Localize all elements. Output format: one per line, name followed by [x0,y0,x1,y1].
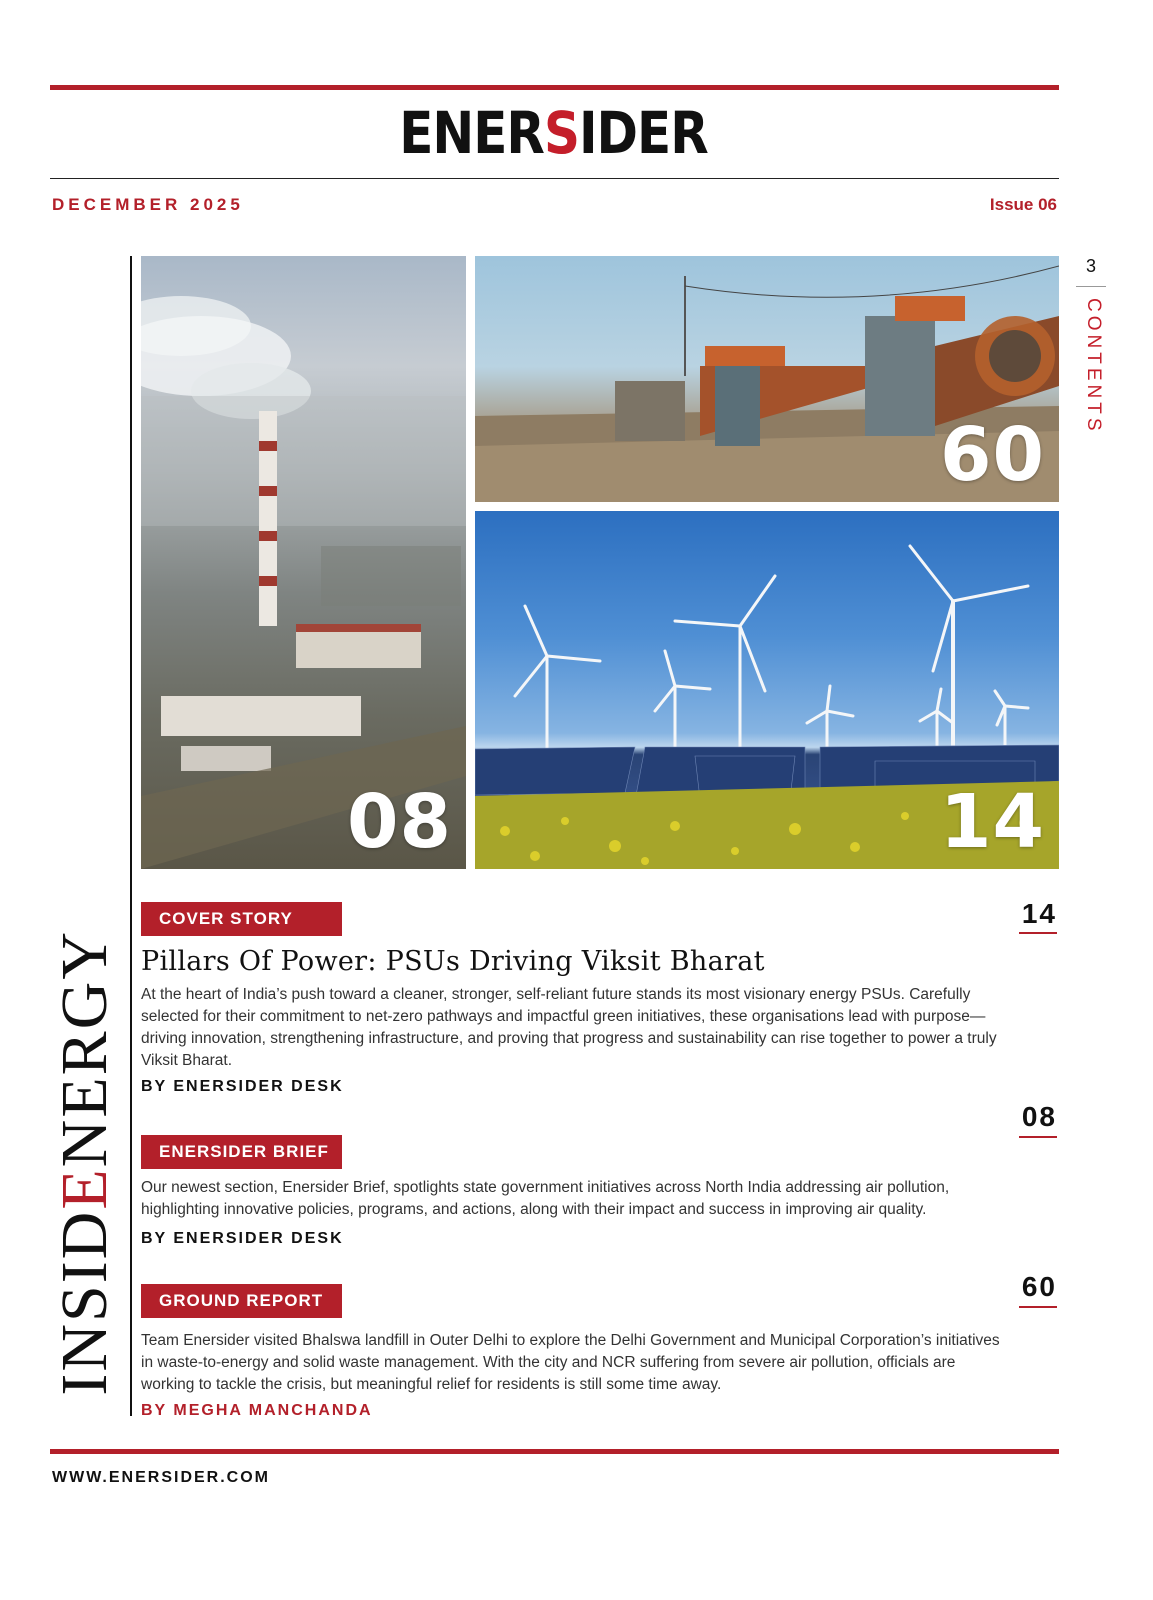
cover-story-description: At the heart of India’s push toward a cleaner, stronger, self-reliant future stands its most visionary energy PSUs. Carefully selected for their commitment to net-zero pathways and impactful green initiatives, these organisations lead with purpose—driving innovation, strengthening infrastructure, and proving that progress and sustainability can rise together to power a truly Viksit Bharat. [141,986,997,1069]
cover-story-byline: BY ENERSIDER DESK [141,1078,344,1095]
spine-text-end: NERGY [48,930,121,1168]
section-label: CONTENTS [1083,298,1104,435]
page-underline [1019,932,1057,934]
ground-report-page[interactable]: 60 [1021,1271,1057,1302]
page-number-divider [1076,286,1106,287]
enersider-logo[interactable] [0,100,1107,167]
brief-description: Our newest section, Enersider Brief, spotlights state government initiatives across North India addressing air pollution, highlighting innovative policies, programs, and actions, along with their impact and success in improving air quality. [141,1179,950,1218]
page-underline [1019,1136,1057,1138]
inside-energy-spine [48,930,121,1396]
wind-solar-photo[interactable] [475,511,1059,869]
issue-number: Issue 06 [989,195,1057,214]
ground-report-byline: BY MEGHA MANCHANDA [141,1402,373,1419]
photo-page-number: 08 [347,779,452,865]
photo-page-number: 14 [940,779,1045,865]
brief-byline: BY ENERSIDER DESK [141,1230,344,1247]
logo-text-end: IDER [578,100,708,167]
vertical-divider [130,256,132,1416]
photo-page-number: 60 [940,412,1045,498]
cover-story-tag[interactable]: COVER STORY [141,902,342,936]
issue-date: DECEMBER 2025 [52,195,244,214]
page-number: 3 [1085,256,1096,276]
bottom-rule [50,1449,1059,1454]
landfill-photo[interactable] [475,256,1059,502]
logo-text-start: ENER [399,100,544,167]
header-divider [50,178,1059,179]
factory-photo[interactable] [141,256,466,869]
logo-text-accent: S [543,100,579,167]
spine-text-accent: E [48,1167,121,1210]
page-underline [1019,1306,1057,1308]
spine-text-start: INSID [48,1209,121,1396]
cover-story-title[interactable]: Pillars Of Power: PSUs Driving Viksit Bharat [141,946,765,977]
cover-story-page[interactable]: 14 [1021,898,1057,929]
website-link[interactable]: WWW.ENERSIDER.COM [52,1469,270,1486]
ground-report-description: Team Enersider visited Bhalswa landfill in Outer Delhi to explore the Delhi Government and Municipal Corporation’s initiatives in waste-to-energy and solid waste management. With the city and NCR suffering from severe air pollution, officials are working to tackle the crisis, but meaningful relief for residents is still some time away. [141,1332,1000,1393]
enersider-brief-tag[interactable]: ENERSIDER BRIEF [141,1135,342,1169]
brief-page[interactable]: 08 [1021,1101,1057,1132]
ground-report-tag[interactable]: GROUND REPORT [141,1284,342,1318]
factory-illustration [141,256,466,869]
top-rule [50,85,1059,90]
